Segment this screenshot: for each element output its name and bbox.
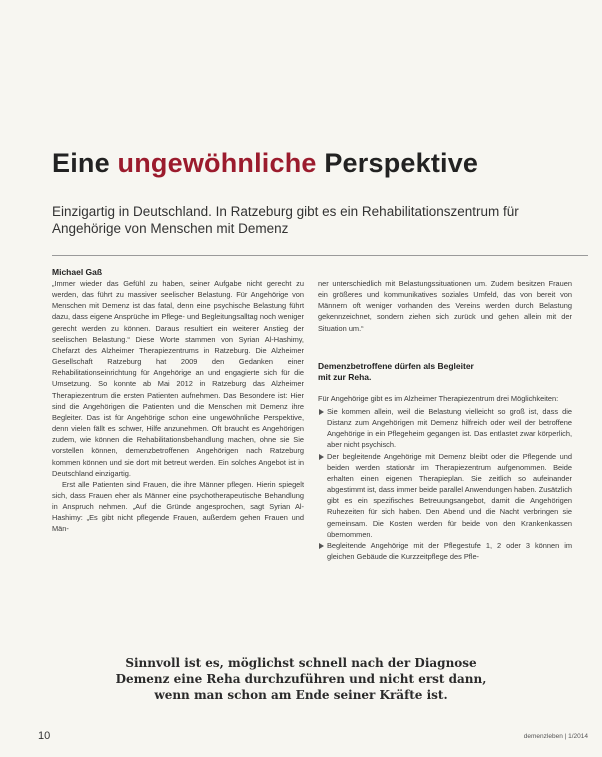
section-heading: Demenzbetroffene dürfen als Begleiter mit zur Reha.	[318, 360, 474, 382]
article-title	[52, 148, 478, 179]
list-item: Sie kommen allein, weil die Belastung vielleicht so groß ist, dass die Distanz zum Angehörigen mit Demenz hilfreich oder weil der betroffene Angehörige in ein Pflegeheim gegangen ist. Das entlastet zwar körperlich, aber nicht psychisch.	[318, 406, 572, 451]
list-item: Begleitende Angehörige mit der Pflegestufe 1, 2 oder 3 können im gleichen Gebäude die Kurzzeitpflege des Pfle-	[318, 540, 572, 562]
text-column-right	[318, 278, 572, 562]
page-number: 10	[38, 730, 51, 742]
title-suffix: Perspektive	[316, 148, 479, 178]
body-paragraph: „Immer wieder das Gefühl zu haben, seiner Aufgabe nicht gerecht zu werden, das führt zu massiver seelischer Belastung. Für Angehörige von Menschen mit Demenz ist das fatal, denn eine psychische Belastung führt dazu, dass eigene Ansprüche im Pflege- und Begleitungsalltag noch weniger gerecht werden zu können. Daraus resultiert ein weiterer Anstieg der seelischen Belastung.“ Diese Worte stammen von Syrian Al-Hashimy, Chefarzt des Alzheimer Therapiezentrums in Ratzeburg. Die Alzheimer Gesellschaft Ratzeburg hat 2009 den Gedanken einer Rehabilitationseinrichtung für Angehörige an und engagierte sich für die Umsetzung. So konnte ab Mai 2012 in Ratzeburg das Alzheimer Therapiezentrum die ersten Patienten aufnehmen. Das Besondere ist: Hier sind die Angehörigen die Patienten und die Menschen mit Demenz ihre Begleiter. Das ist für Angehörige schon eine ungewöhnliche Perspektive, denn vielen fällt es schwer, Hilfe anzunehmen. Oft braucht es Angehörigen zudem, wie können die Rehabilitationsbehandlung machen, ohne sie Sie vorstellen können, demenzbetroffenen Angehörigen nach Ratzeburg kommen können und sie dort mit betreut werden. Ein solches Angebot ist in Deutschland einzigartig.	[52, 279, 304, 478]
title-accent-word: ungewöhnliche	[117, 148, 317, 178]
title-prefix: Eine	[52, 148, 118, 178]
divider-line	[52, 255, 588, 256]
author-name: Michael Gaß	[52, 267, 103, 277]
pull-quote: Sinnvoll ist es, möglichst schnell nach der Diagnose Demenz eine Reha durchzuführen und nicht erst dann, wenn man schon am Ende seiner Kräfte ist.	[115, 656, 487, 702]
body-paragraph: Für Angehörige gibt es im Alzheimer Therapiezentrum drei Möglichkeiten:	[318, 393, 559, 403]
list-item: Der begleitende Angehörige mit Demenz bleibt oder die Pflegende und beiden werden stationär im Therapiezentrum aufgenommen. Beide erhalten einen eigenen Therapieplan. Sie zeitlich so aufeinander abgestimmt ist, dass immer beide parallel Anwendungen haben. Zusätzlich gibt es ein spezifisches Betreuungsangebot, damit die Angehörigen Ruhezeiten für sich haben. Den Abend und die Nacht verbringen sie gemeinsam. Die Kosten werden für beide von den Krankenkassen übernommen.	[318, 451, 572, 540]
article-subtitle: Einzigartig in Deutschland. In Ratzeburg gibt es ein Rehabilitationszentrum für Angehörige von Menschen mit Demenz	[52, 204, 519, 236]
body-paragraph: ner unterschiedlich mit Belastungssituationen um. Zudem besitzen Frauen ein größeres und kommunikatives soziales Umfeld, das von bereit von Männern oft weniger vorhanden des Vereins werden durch Belastung gekennzeichnet, sondern ziehen sich zurück und gehen allein mit der Situation um.“	[318, 279, 572, 333]
text-column-left	[52, 278, 304, 535]
publication-footer: demenzleben | 1/2014	[523, 733, 588, 740]
body-paragraph: Erst alle Patienten sind Frauen, die ihre Männer pflegen. Hierin spiegelt sich, dass Frauen eher als Männer eine psychotherapeutische Behandlung in Anspruch nehmen. „Auf die Gründe angesprochen, sagt Syrian Al-Hashimy: „Es gibt nicht pflegende Frauen, außerdem gehen Frauen und Män-	[52, 479, 304, 534]
options-list	[318, 406, 572, 562]
